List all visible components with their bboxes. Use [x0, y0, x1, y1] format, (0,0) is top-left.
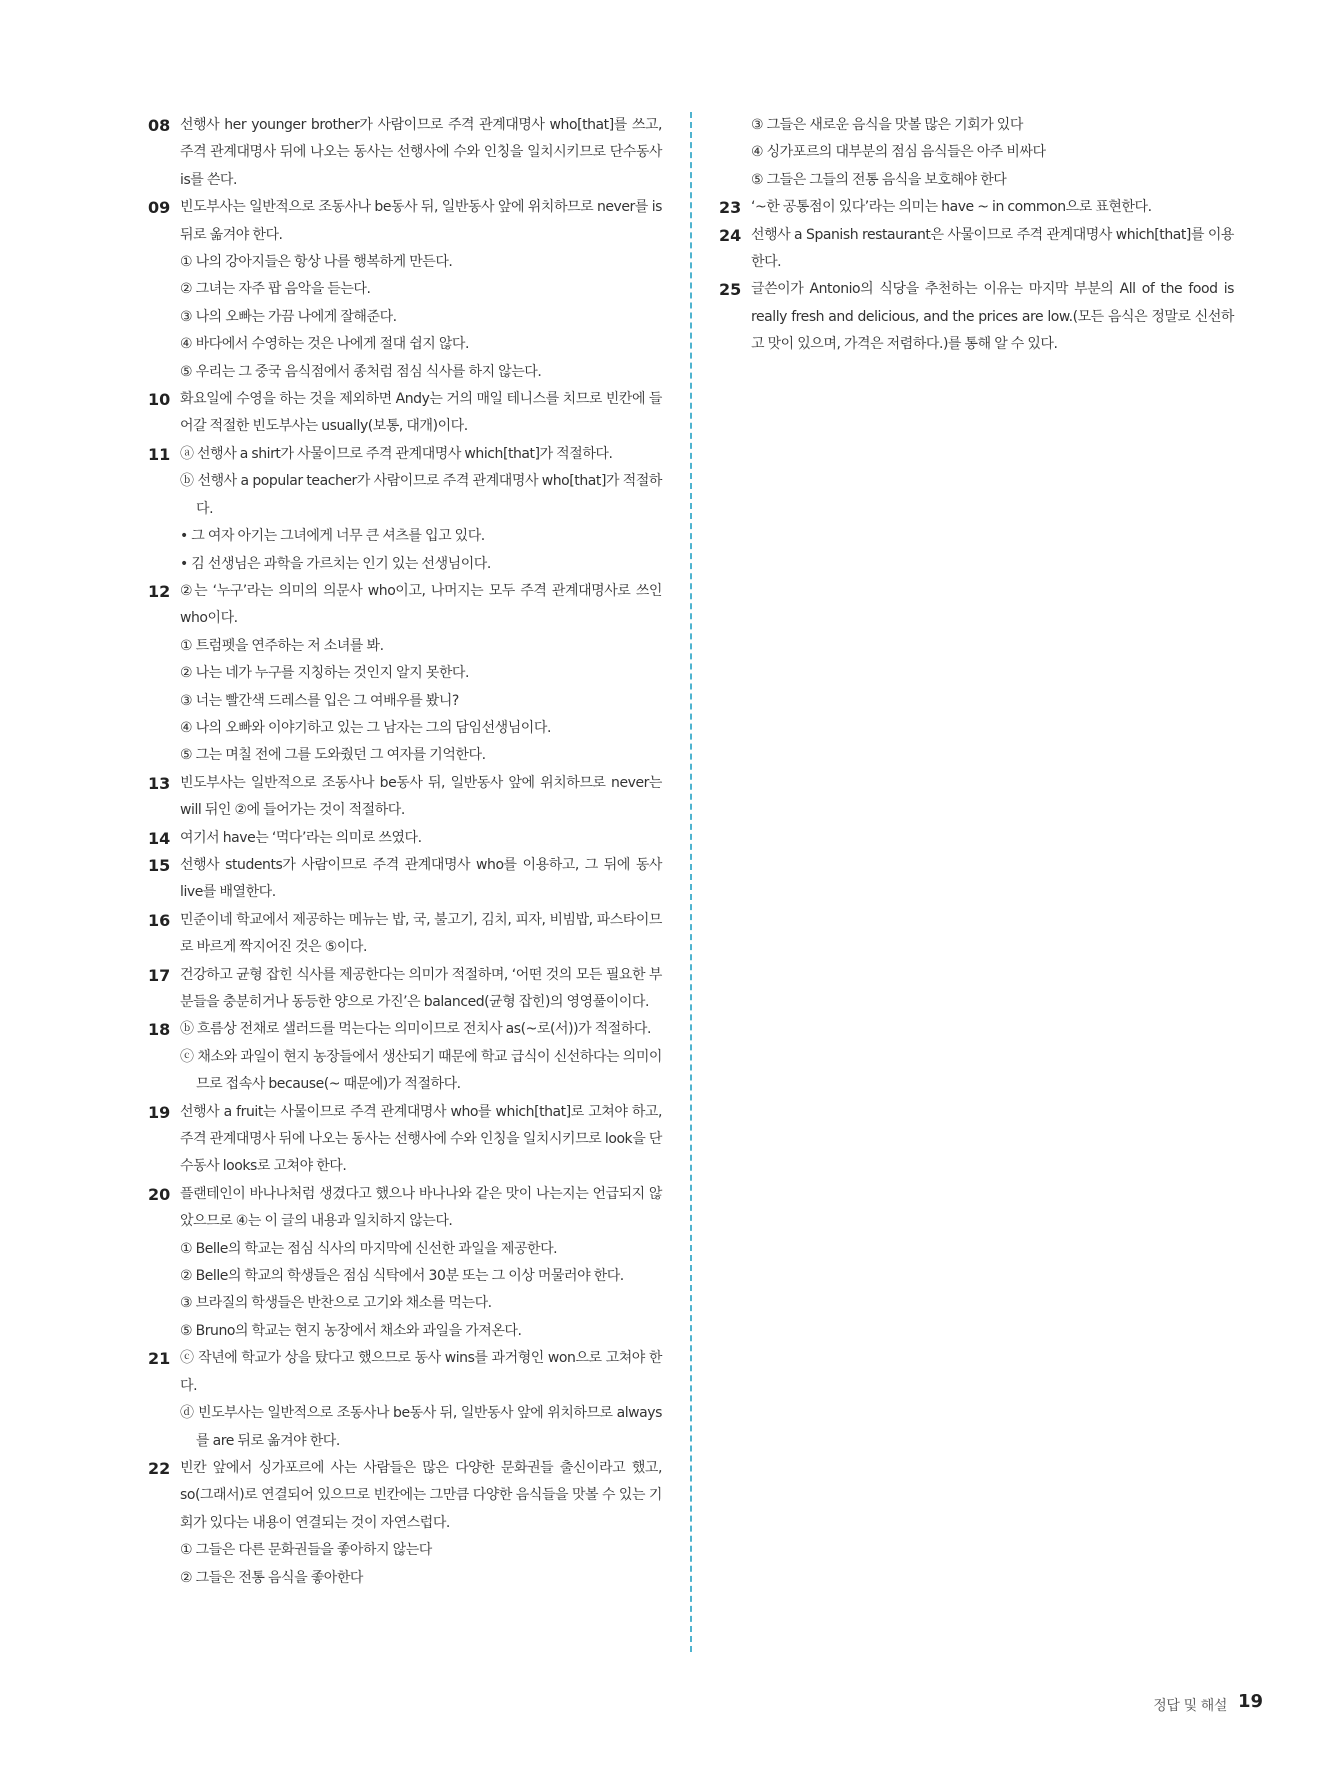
answer-explanation: 빈도부사는 일반적으로 조동사나 be동사 뒤, 일반동사 앞에 위치하므로 never를 is 뒤로 옮겨야 한다.	[180, 199, 662, 243]
answer-number: 14	[148, 828, 171, 848]
answer-line: ③ 나의 오빠는 가끔 나에게 잘해준다.	[180, 308, 397, 325]
answer-number: 24	[719, 225, 742, 245]
answer-line: ⑤ 그들은 그들의 전통 음식을 보호해야 한다	[751, 171, 1007, 188]
answer-entry	[719, 194, 1234, 221]
answer-explanation: 빈칸 앞에서 싱가포르에 사는 사람들은 많은 다양한 문화권들 출신이라고 했고, so(그래서)로 연결되어 있으므로 빈칸에는 그만큼 다양한 음식들을 맛볼 수 있는 기회가 있다는 내용이 연결되는 것이 자연스럽다.	[180, 1459, 662, 1531]
answer-entry	[719, 222, 1234, 277]
answer-number: 15	[148, 855, 171, 875]
answer-explanation: 선행사 a Spanish restaurant은 사물이므로 주격 관계대명사 which[that]를 이용한다.	[751, 226, 1234, 271]
answer-line: ③ 브라질의 학생들은 반찬으로 고기와 채소를 먹는다.	[180, 1295, 492, 1312]
answer-line: ⓓ 빈도부사는 일반적으로 조동사나 be동사 뒤, 일반동사 앞에 위치하므로 always를 are 뒤로 옮겨야 한다.	[180, 1405, 662, 1449]
answer-entry	[148, 578, 662, 770]
answer-line: ② 그녀는 자주 팝 음악을 듣는다.	[180, 281, 371, 298]
right-column	[719, 112, 1234, 359]
page-number: 19	[1237, 1691, 1263, 1712]
answer-line: ④ 나의 오빠와 이야기하고 있는 그 남자는 그의 담임선생님이다.	[180, 719, 551, 736]
answer-entry	[148, 1099, 662, 1181]
answer-entry	[148, 386, 662, 441]
answer-number: 25	[719, 280, 742, 300]
left-column	[148, 112, 662, 1592]
answer-number: 12	[148, 581, 171, 601]
answer-number: 10	[148, 390, 171, 410]
answer-entry	[148, 1016, 662, 1098]
answer-entry	[148, 1181, 662, 1345]
answer-number: 20	[148, 1184, 171, 1204]
answer-explanation: 여기서 have는 ‘먹다’라는 의미로 쓰였다.	[180, 829, 422, 846]
answer-explanation: 플랜테인이 바나나처럼 생겼다고 했으나 바나나와 같은 맛이 나는지는 언급되지 않았으므로 ④는 이 글의 내용과 일치하지 않는다.	[180, 1185, 662, 1230]
answer-line: ⑤ Bruno의 학교는 현지 농장에서 채소와 과일을 가져온다.	[180, 1322, 522, 1339]
answer-line: ⑤ 그는 며칠 전에 그를 도와줬던 그 여자를 기억한다.	[180, 747, 486, 764]
answer-explanation: 선행사 a fruit는 사물이므로 주격 관계대명사 who를 which[that]로 고쳐야 하고, 주격 관계대명사 뒤에 나오는 동사는 선행사에 수와 인칭을 일치시키므로 look을 단수동사 looks로 고쳐야 한다.	[180, 1103, 662, 1175]
answer-number: 17	[148, 965, 171, 985]
answer-number: 22	[148, 1458, 171, 1478]
answer-number: 23	[719, 198, 742, 218]
answer-entry	[719, 276, 1234, 358]
answer-entry	[148, 112, 662, 194]
answer-line: ① Belle의 학교는 점심 식사의 마지막에 신선한 과일을 제공한다.	[180, 1240, 558, 1257]
answer-line: • 김 선생님은 과학을 가르치는 인기 있는 선생님이다.	[180, 555, 491, 572]
answer-line: ③ 그들은 새로운 음식을 맛볼 많은 기회가 있다	[751, 117, 1023, 133]
answer-line: ⓒ 채소와 과일이 현지 농장들에서 생산되기 때문에 학교 급식이 신선하다는 의미이므로 접속사 because(~ 때문에)가 적절하다.	[180, 1048, 662, 1093]
answer-explanation: ⓒ 작년에 학교가 상을 탔다고 했으므로 동사 wins를 과거형인 won으로 고쳐야 한다.	[180, 1350, 662, 1394]
answer-explanation: ⓐ 선행사 a shirt가 사물이므로 주격 관계대명사 which[that]가 적절하다.	[180, 445, 613, 462]
answer-entry	[148, 852, 662, 907]
answer-explanation: 선행사 students가 사람이므로 주격 관계대명사 who를 이용하고, 그 뒤에 동사 live를 배열한다.	[180, 856, 662, 901]
answer-explanation: 글쓴이가 Antonio의 식당을 추천하는 이유는 마지막 부분의 All of the food is really fresh and delicious, and the prices are low.(모든 음식은 정말로 신선하고 맛이 있으며, 가격은 저렴하다.)를 통해 알 수 있다.	[751, 281, 1234, 353]
footer-label: 정답 및 해설	[1153, 1698, 1227, 1714]
answer-line: ② 나는 네가 누구를 지칭하는 것인지 알지 못한다.	[180, 665, 470, 682]
answer-number: 18	[148, 1020, 171, 1040]
answer-explanation: 선행사 her younger brother가 사람이므로 주격 관계대명사 who[that]를 쓰고, 주격 관계대명사 뒤에 나오는 동사는 선행사에 수와 인칭을 일치시키므로 단수동사 is를 쓴다.	[180, 117, 662, 188]
answer-number: 08	[148, 116, 171, 135]
answer-entry	[148, 194, 662, 386]
answer-explanation: 민준이네 학교에서 제공하는 메뉴는 밥, 국, 불고기, 김치, 피자, 비빔밥, 파스타이므로 바르게 짝지어진 것은 ⑤이다.	[180, 911, 662, 956]
column-divider	[690, 112, 692, 1652]
answer-line: ⓑ 선행사 a popular teacher가 사람이므로 주격 관계대명사 who[that]가 적절하다.	[180, 473, 662, 517]
answer-explanation: 빈도부사는 일반적으로 조동사나 be동사 뒤, 일반동사 앞에 위치하므로 never는 will 뒤인 ②에 들어가는 것이 적절하다.	[180, 774, 662, 819]
answer-entry	[148, 962, 662, 1017]
answer-number: 19	[148, 1102, 171, 1122]
answer-explanation: ⓑ 흐름상 전채로 샐러드를 먹는다는 의미이므로 전치사 as(~로(서))가 적절하다.	[180, 1021, 651, 1038]
answer-explanation: 화요일에 수영을 하는 것을 제외하면 Andy는 거의 매일 테니스를 치므로 빈칸에 들어갈 적절한 빈도부사는 usually(보통, 대개)이다.	[180, 391, 662, 435]
answer-entry	[148, 441, 662, 578]
answer-line: ④ 바다에서 수영하는 것은 나에게 절대 쉽지 않다.	[180, 336, 470, 353]
answer-entry	[148, 770, 662, 825]
answer-line: ④ 싱가포르의 대부분의 점심 음식들은 아주 비싸다	[751, 144, 1046, 161]
answer-entry	[148, 1345, 662, 1455]
answer-line: ① 그들은 다른 문화권들을 좋아하지 않는다	[180, 1542, 432, 1559]
answer-line: ① 나의 강아지들은 항상 나를 행복하게 만든다.	[180, 254, 453, 271]
answer-line: ② Belle의 학교의 학생들은 점심 식탁에서 30분 또는 그 이상 머물러야 한다.	[180, 1268, 624, 1285]
answer-explanation: ②는 ‘누구’라는 의미의 의문사 who이고, 나머지는 모두 주격 관계대명사로 쓰인 who이다.	[180, 582, 662, 627]
answer-entry	[148, 825, 662, 852]
answer-explanation: ‘~한 공통점이 있다’라는 의미는 have ~ in common으로 표현한다.	[751, 199, 1152, 216]
answer-number: 21	[148, 1349, 171, 1369]
answer-line: ① 트럼펫을 연주하는 저 소녀를 봐.	[180, 637, 384, 654]
answer-entry	[148, 1455, 662, 1592]
answer-number: 09	[148, 198, 171, 218]
answer-line: ⑤ 우리는 그 중국 음식점에서 종처럼 점심 식사를 하지 않는다.	[180, 363, 542, 380]
answer-line: • 그 여자 아기는 그녀에게 너무 큰 셔츠를 입고 있다.	[180, 528, 485, 545]
answer-line: ② 그들은 전통 음식을 좋아한다	[180, 1569, 363, 1586]
answer-line: ③ 너는 빨간색 드레스를 입은 그 여배우를 봤니?	[180, 692, 459, 709]
answer-number: 13	[148, 773, 171, 793]
answer-explanation: 건강하고 균형 잡힌 식사를 제공한다는 의미가 적절하며, ‘어떤 것의 모든 필요한 부분들을 충분히거나 동등한 양으로 가진’은 balanced(균형 잡힌)의 영영풀이이다.	[180, 966, 662, 1010]
answer-number: 11	[148, 444, 171, 464]
answer-entry	[719, 112, 1234, 194]
answer-number: 16	[148, 910, 171, 930]
answer-entry	[148, 907, 662, 962]
